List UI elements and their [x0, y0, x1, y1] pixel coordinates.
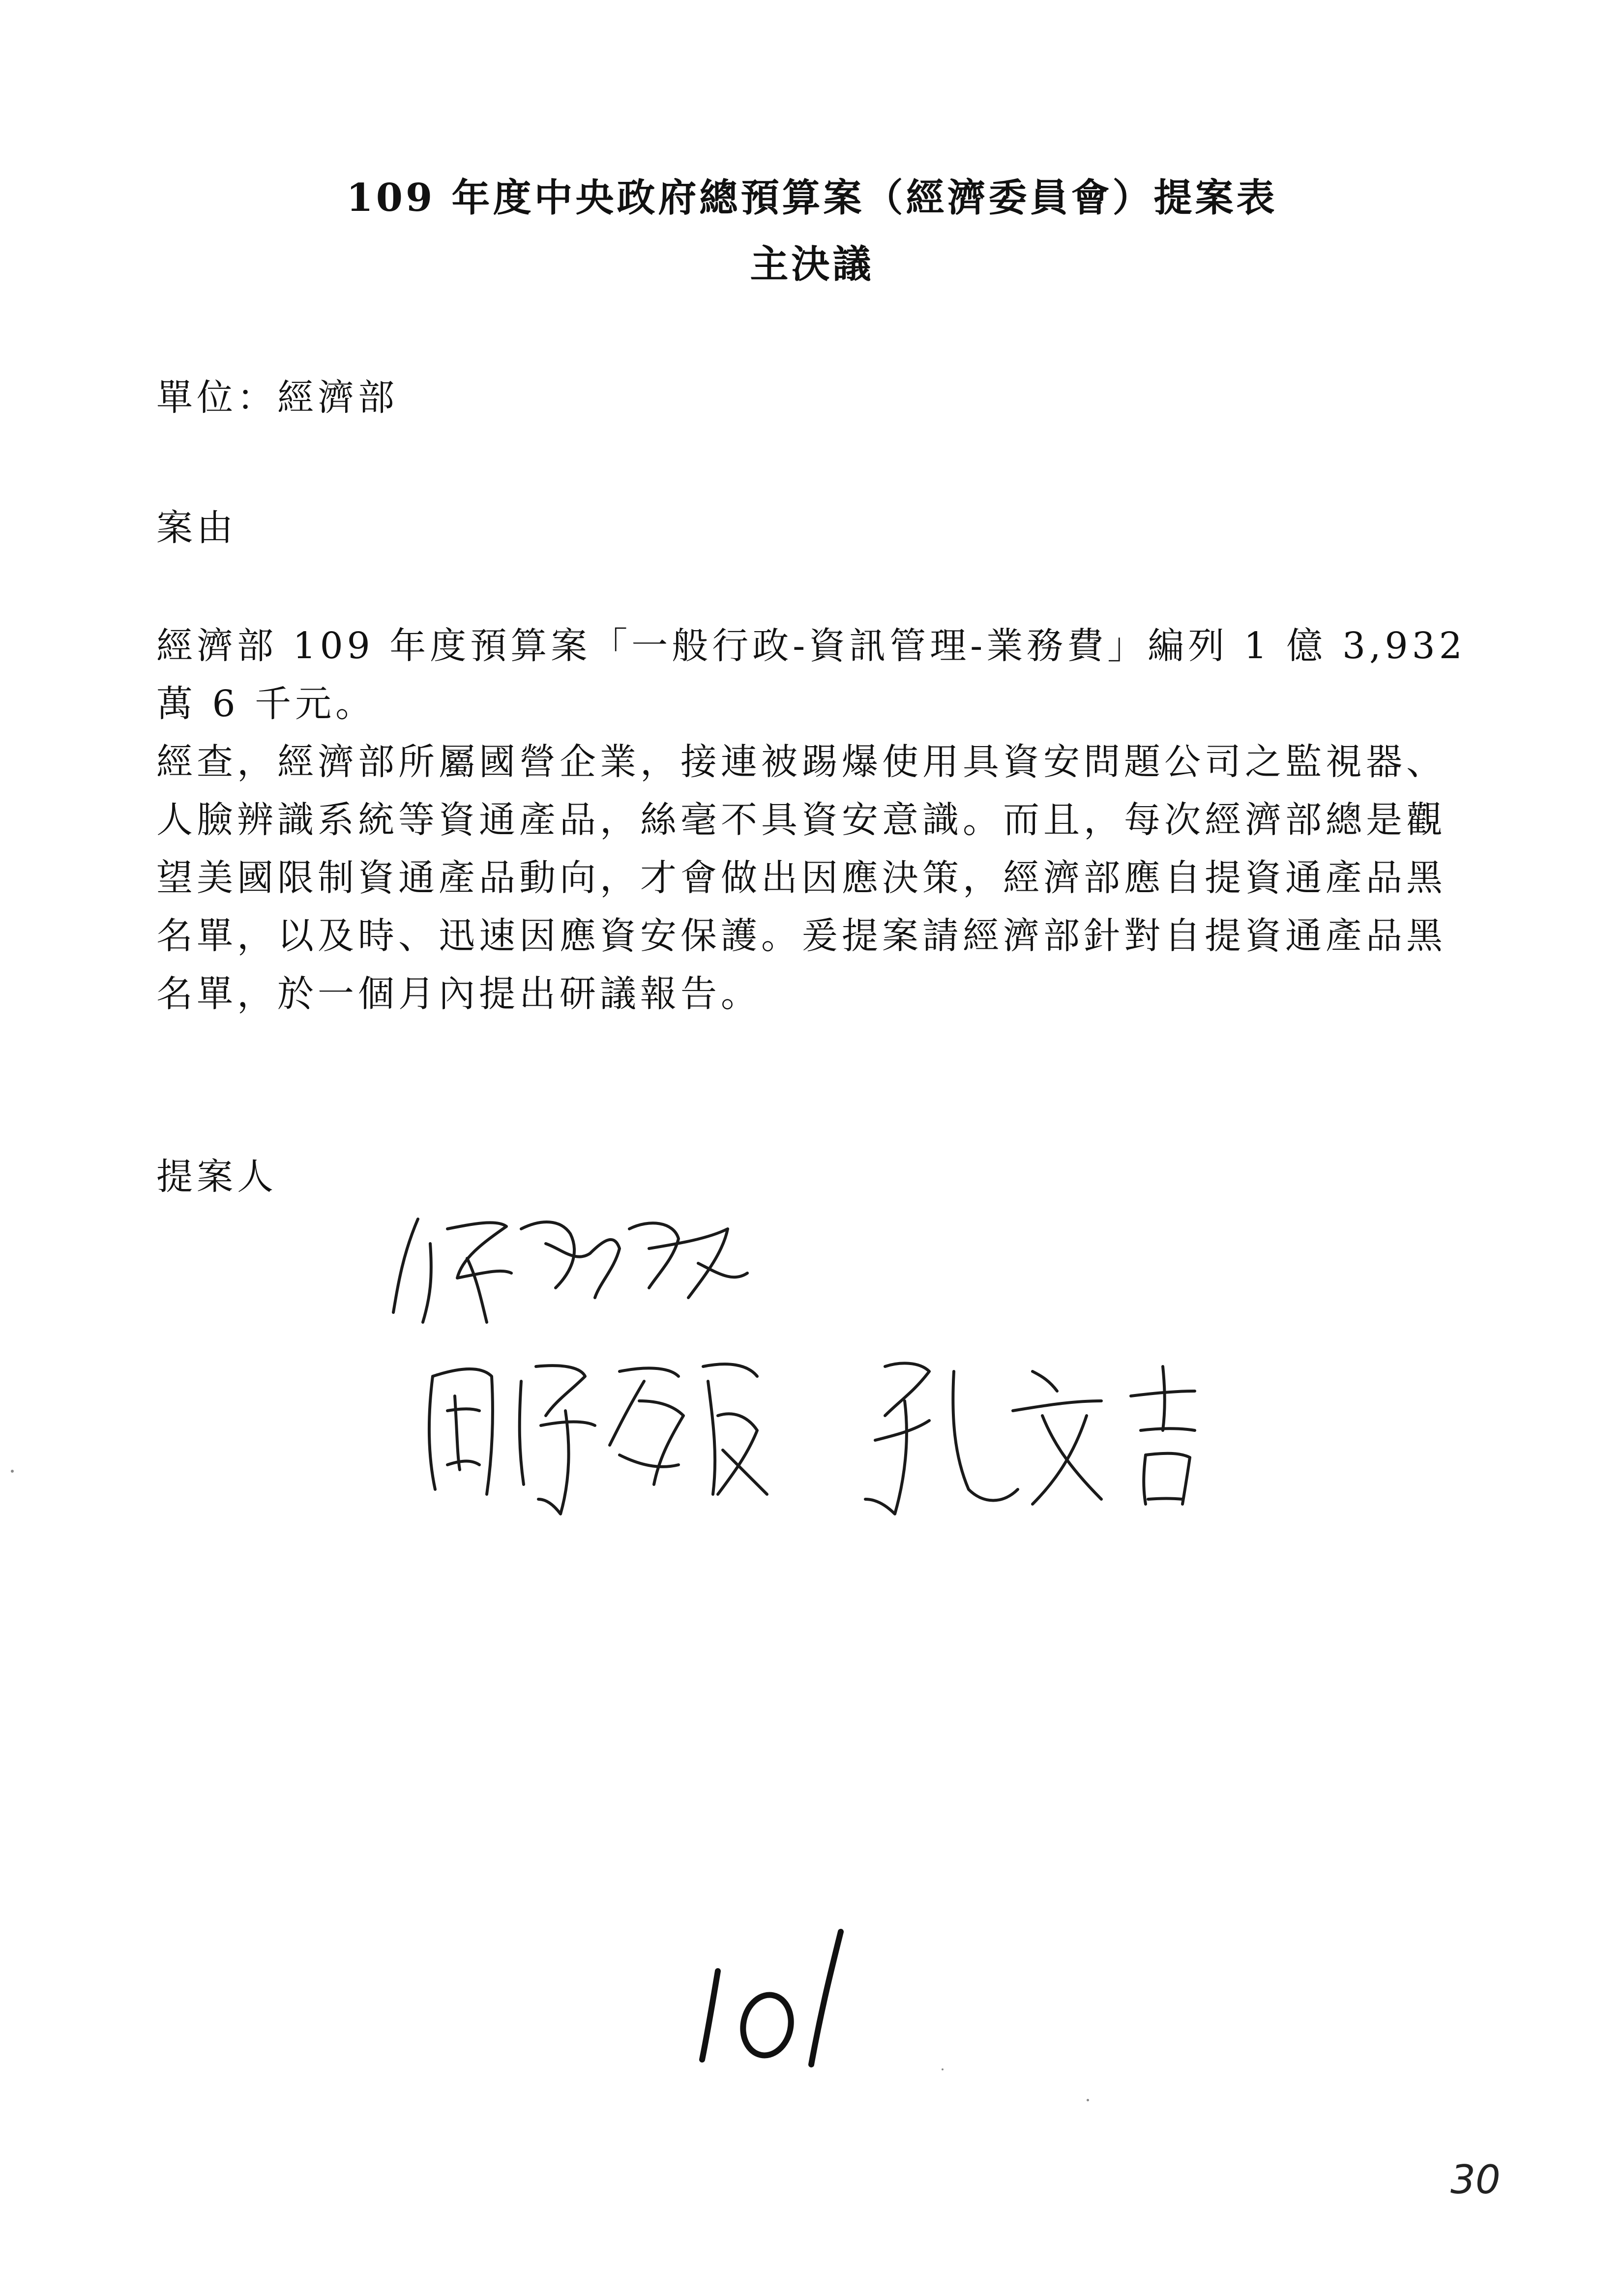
signature-2-image — [413, 1337, 772, 1534]
scan-speck — [942, 2068, 944, 2070]
reason-heading: 案由 — [156, 507, 237, 549]
signature-3-image — [856, 1342, 1210, 1529]
document-subtitle: 主決議 — [750, 242, 874, 287]
corner-page-number-text: 30 — [1450, 2157, 1501, 2203]
document-title: 109 年度中央政府總預算案（經濟委員會）提案表 — [346, 175, 1278, 220]
signature-1-image — [384, 1199, 777, 1337]
proposer-label: 提案人 — [156, 1156, 277, 1198]
body-paragraph-budget: 經濟部 109 年度預算案「一般行政-資訊管理-業務費」編列 1 億 3,932 萬 6 千元。 — [156, 625, 1466, 725]
body-paragraph-rationale: 經查，經濟部所屬國營企業，接連被踢爆使用具資安問題公司之監視器、人臉辨識系統等資通產品，絲毫不具資安意識。而且，每次經濟部總是觀望美國限制資通產品動向，才會做出因應決策，經濟部應自提資通產品黑名單，以及時、迅速因應資安保護。爰提案請經濟部針對自提資通產品黑名單，於一個月內提出研議報告。 — [156, 741, 1447, 1015]
unit-line: 單位：經濟部 — [156, 377, 398, 419]
scan-speck — [1087, 2099, 1089, 2101]
handwritten-page-number-image — [688, 1917, 856, 2074]
reason-body — [156, 617, 1484, 1023]
scan-speck — [11, 1470, 14, 1473]
corner-page-number — [1450, 2153, 1539, 2207]
